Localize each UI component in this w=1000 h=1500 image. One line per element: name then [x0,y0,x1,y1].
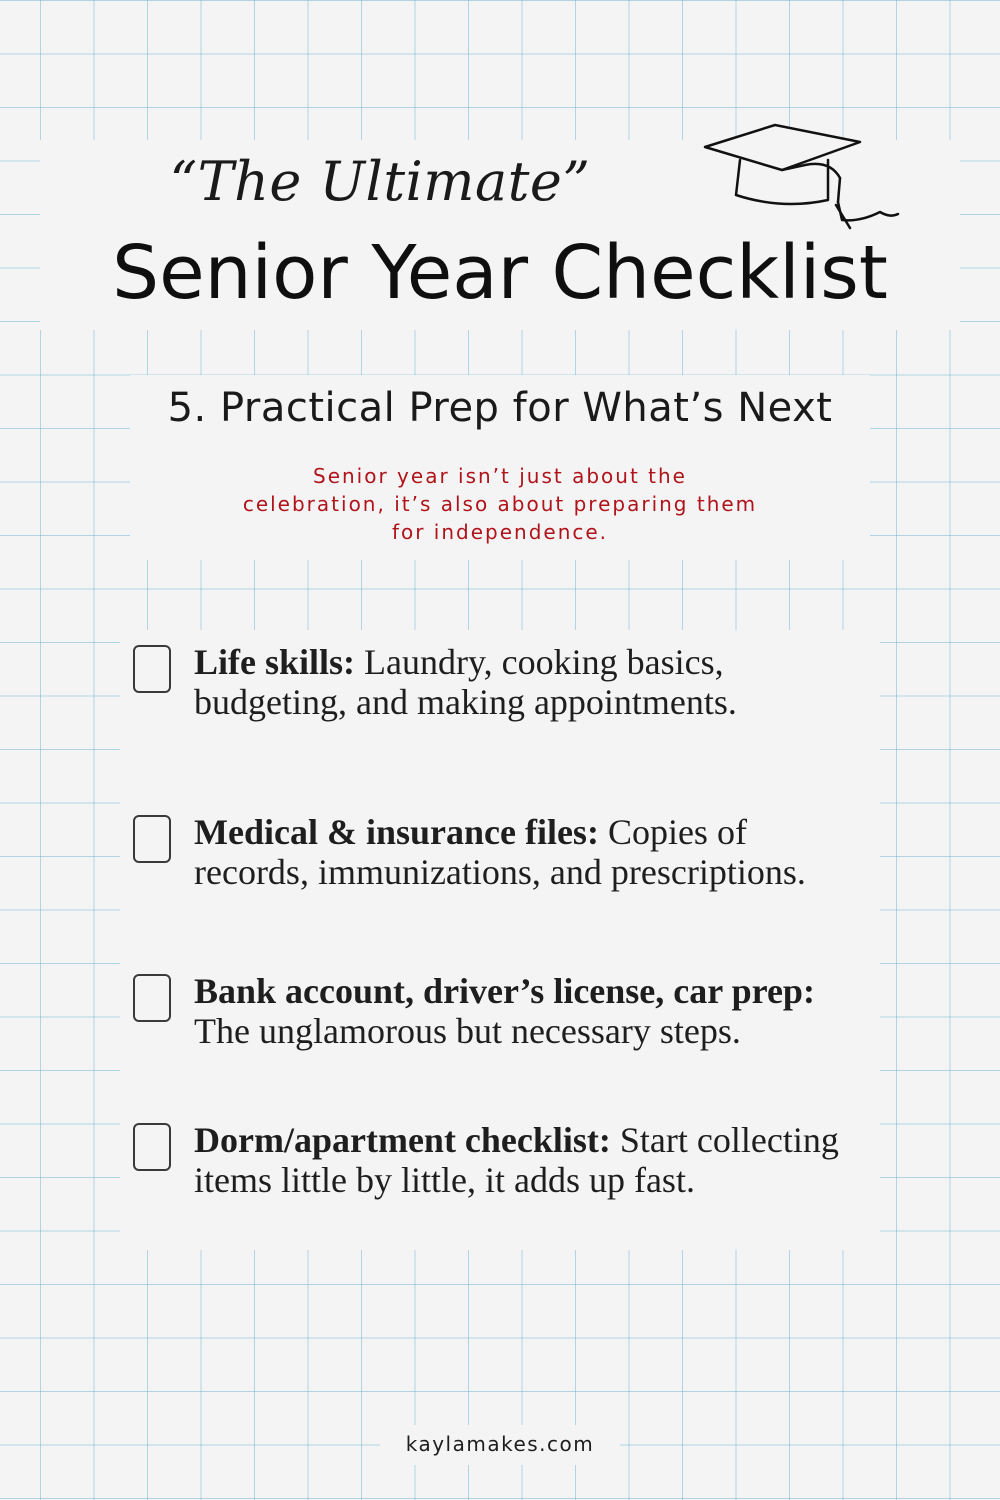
item-description: Laundry, cooking basics, budgeting, and making appointments. [194,642,737,722]
item-label: Bank account, driver’s license, car prep: [194,971,815,1011]
checkbox[interactable] [133,645,171,693]
item-description: The unglamorous but necessary steps. [194,1011,741,1051]
item-label: Medical & insurance files: [194,812,599,852]
section-intro: Senior year isn’t just about the celebration, it’s also about preparing them for independence. [242,464,758,544]
item-label: Life skills: [194,642,356,682]
footer-site-link[interactable]: kaylamakes.com [405,1432,595,1456]
item-label: Dorm/apartment checklist: [194,1120,611,1160]
checklist-item-text [194,1120,854,1200]
page-title: Senior Year Checklist [112,230,888,316]
checkbox[interactable] [133,815,171,863]
graduation-cap-icon [700,120,910,230]
item-description: Start collecting items little by little, it adds up fast. [194,1120,839,1200]
checkbox[interactable] [133,1123,171,1171]
item-description: Copies of records, immunizations, and prescriptions. [194,812,806,892]
checklist-item-text [194,812,854,892]
checklist-item-text [194,642,854,722]
checkbox[interactable] [133,974,171,1022]
subtitle: “The Ultimate” [169,150,591,213]
section-title: 5. Practical Prep for What’s Next [167,385,833,431]
checklist-item-text [194,971,874,1051]
